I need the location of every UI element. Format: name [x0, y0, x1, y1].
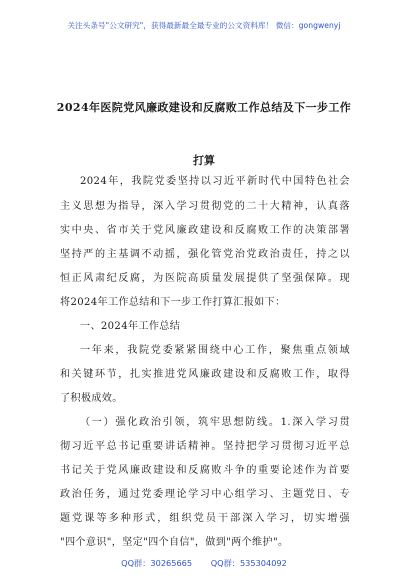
footer-qq-group-2: QQ群：535304092: [210, 558, 287, 568]
body-line: 题党课等多种形式，组织党员干部深入学习，切实增强: [60, 513, 350, 524]
body-line: 书记关于党风廉政建设和反腐败斗争的重要论述作为首要: [60, 465, 350, 476]
body-line: 2024年，我院党委坚持以习近平新时代中国特色社会: [80, 176, 350, 187]
body-line: 主义思想为指导，深入学习贯彻党的二十大精神，认真落: [60, 201, 350, 212]
top-banner: 关注头条号"公文研究"，获得最新最全最专业的公文资料库！ 微信：gongwenyj: [67, 21, 341, 30]
body-line: 恒正风肃纪反腐，为医院高质量发展提供了坚强保障。现: [60, 273, 350, 284]
document-title: 2024年医院党风廉政建设和反腐败工作总结及下一步工作: [56, 101, 352, 114]
body-line: 一年来，我院党委紧紧围绕中心工作，聚焦重点领域: [80, 345, 350, 356]
footer-contacts: [0, 558, 408, 569]
body-line: 彻习近平总书记重要讲话精神。坚持把学习贯彻习近平总: [60, 441, 350, 452]
body-line: 实中央、省市关于党风廉政建设和反腐败工作的决策部署: [60, 225, 350, 236]
body-line: "四个意识"，坚定"四个自信"，做到"两个维护"。: [60, 537, 289, 548]
body-line: 政治任务，通过党委理论学习中心组学习、主题党日、专: [60, 489, 350, 500]
footer-qq-group-1: QQ群：30265665: [121, 558, 193, 568]
document-title-continued: 打算: [193, 154, 215, 167]
body-line: 和关键环节，扎实推进党风廉政建设和反腐败工作，取得: [60, 369, 350, 380]
section-heading: 一、2024年工作总结: [80, 321, 181, 332]
body-line: 了积极成效。: [60, 393, 123, 404]
body-line: 坚持严的主基调不动摇，强化管党治党政治责任，持之以: [60, 249, 350, 260]
subsection-line: （一）强化政治引领，筑牢思想防线。1.深入学习贯: [80, 417, 350, 428]
body-line: 将2024年工作总结和下一步工作打算汇报如下：: [60, 297, 286, 308]
